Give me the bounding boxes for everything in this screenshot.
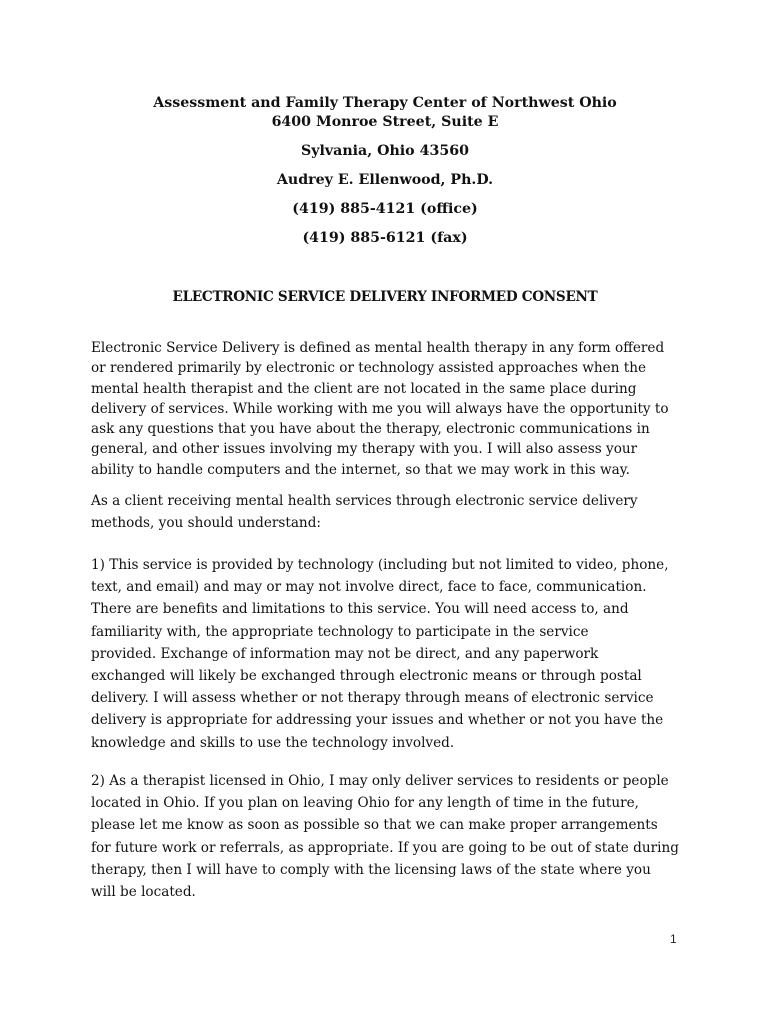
point-one-paragraph bbox=[91, 554, 691, 754]
fax-number: (419) 885-6121 (fax) bbox=[302, 230, 468, 246]
page-number: 1 bbox=[670, 932, 677, 946]
paragraph-line: knowledge and skills to use the technology involved. bbox=[91, 734, 455, 751]
paragraph-line: mental health therapist and the client are not located in the same place during bbox=[91, 380, 637, 397]
document-title: ELECTRONIC SERVICE DELIVERY INFORMED CONSENT bbox=[172, 289, 598, 305]
paragraph-line: exchanged will likely be exchanged through electronic means or through postal bbox=[91, 667, 642, 684]
office-phone: (419) 885-4121 (office) bbox=[292, 201, 478, 217]
paragraph-line: As a client receiving mental health services through electronic service delivery bbox=[91, 493, 638, 509]
organization-name: Assessment and Family Therapy Center of Northwest Ohio bbox=[153, 95, 617, 111]
point-two-paragraph bbox=[91, 770, 691, 903]
paragraph-line: Electronic Service Delivery is defined as mental health therapy in any form offered bbox=[91, 340, 665, 356]
paragraph-line: ability to handle computers and the internet, so that we may work in this way. bbox=[91, 461, 630, 478]
intro-paragraph bbox=[91, 490, 691, 534]
paragraph-line: please let me know as soon as possible so that we can make proper arrangements bbox=[91, 817, 658, 834]
paragraph-line: familiarity with, the appropriate technology to participate in the service bbox=[91, 623, 589, 640]
city-state-zip: Sylvania, Ohio 43560 bbox=[301, 143, 469, 159]
paragraph-line: 2) As a therapist licensed in Ohio, I may only deliver services to residents or people bbox=[91, 773, 669, 789]
paragraph-line: will be located. bbox=[91, 883, 196, 900]
practitioner-name: Audrey E. Ellenwood, Ph.D. bbox=[276, 172, 494, 188]
paragraph-line: delivery is appropriate for addressing your issues and whether or not you have the bbox=[91, 712, 664, 729]
paragraph-line: delivery of services. While working with me you will always have the opportunity to bbox=[91, 400, 669, 417]
street-address: 6400 Monroe Street, Suite E bbox=[271, 114, 499, 130]
paragraph-line: located in Ohio. If you plan on leaving Ohio for any length of time in the future, bbox=[91, 795, 640, 812]
paragraph-line: therapy, then I will have to comply with the licensing laws of the state where you bbox=[91, 861, 651, 878]
paragraph-line: provided. Exchange of information may not be direct, and any paperwork bbox=[91, 645, 599, 662]
paragraph-line: general, and other issues involving my therapy with you. I will also assess your bbox=[91, 441, 638, 458]
paragraph-line: or rendered primarily by electronic or technology assisted approaches when the bbox=[91, 360, 647, 377]
paragraph-line: for future work or referrals, as appropriate. If you are going to be out of state during bbox=[91, 839, 679, 856]
paragraph-line: ask any questions that you have about the therapy, electronic communications in bbox=[91, 421, 650, 438]
paragraph-line: text, and email) and may or may not involve direct, face to face, communication. bbox=[91, 579, 647, 596]
paragraph-line: 1) This service is provided by technology (including but not limited to video, phone, bbox=[91, 557, 669, 573]
paragraph-line: methods, you should understand: bbox=[91, 515, 321, 532]
paragraph-line: delivery. I will assess whether or not therapy through means of electronic service bbox=[91, 690, 654, 707]
definition-paragraph bbox=[91, 338, 691, 480]
paragraph-line: There are benefits and limitations to this service. You will need access to, and bbox=[91, 601, 629, 618]
